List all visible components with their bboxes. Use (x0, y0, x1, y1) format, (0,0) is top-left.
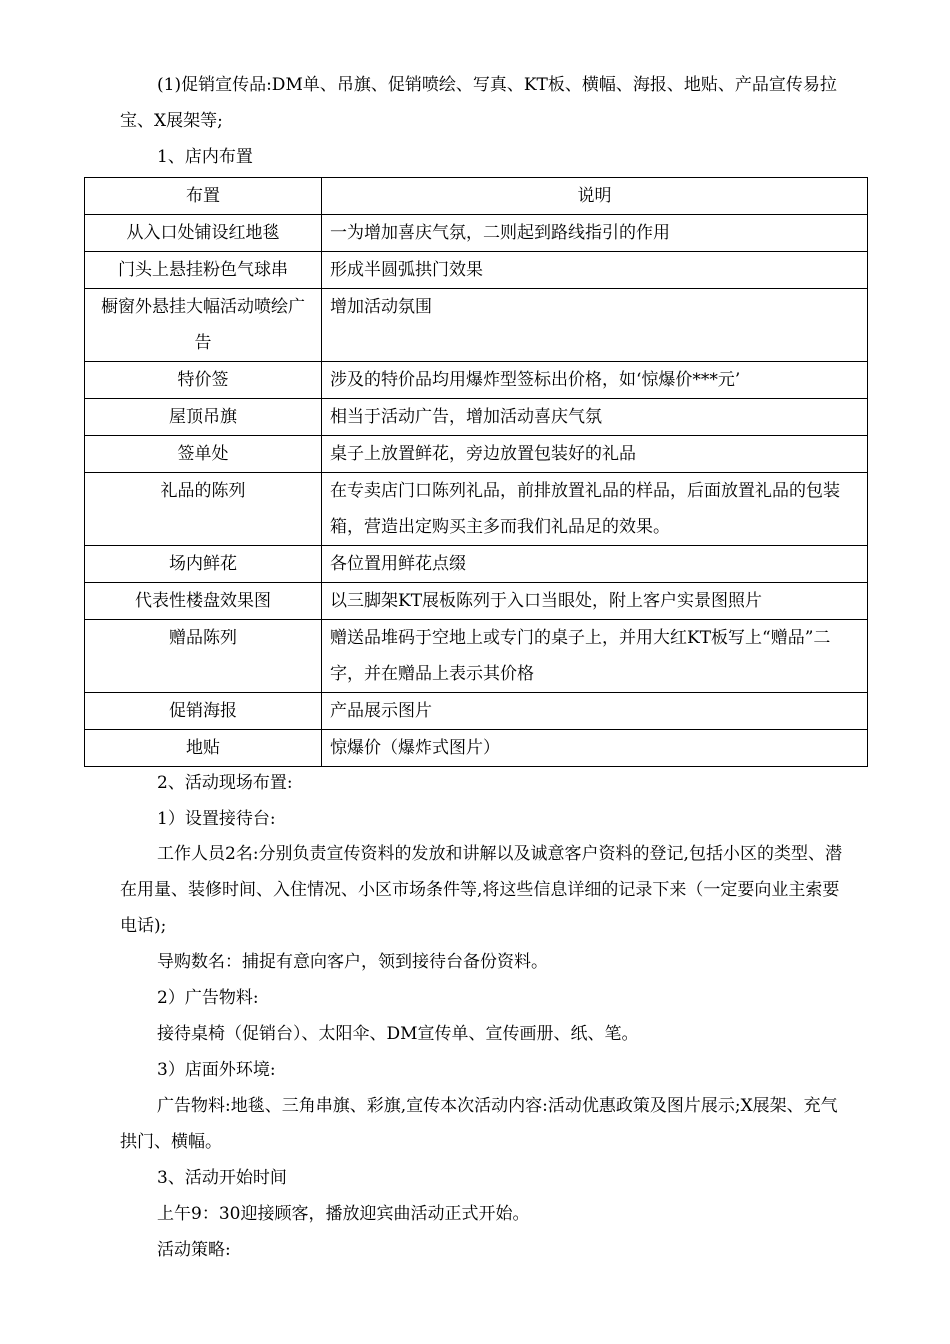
sub-1-title: 1）设置接待台: (157, 809, 276, 829)
table-cell-desc: 桌子上放置鲜花，旁边放置包装好的礼品 (322, 436, 868, 473)
table-cell-desc: 涉及的特价品均用爆炸型签标出价格，如‘惊爆价***元’ (322, 362, 868, 399)
table-row (85, 362, 868, 399)
table-cell-item: 赠品陈列 (85, 620, 322, 693)
table-cell-item: 代表性楼盘效果图 (85, 583, 322, 620)
table-cell-desc: 在专卖店门口陈列礼品，前排放置礼品的样品，后面放置礼品的包装箱，营造出定购买主多而我们礼品足的效果。 (322, 473, 868, 546)
section-3-title: 3、活动开始时间 (157, 1168, 287, 1188)
table-row (85, 289, 868, 362)
table-header-row (85, 178, 868, 215)
table-row (85, 252, 868, 289)
table-row (85, 546, 868, 583)
section-2-title: 2、活动现场布置: (157, 773, 293, 793)
table-cell-desc: 相当于活动广告，增加活动喜庆气氛 (322, 399, 868, 436)
section-3-paragraph-1: 上午9：30迎接顾客，播放迎宾曲活动正式开始。 (157, 1204, 530, 1224)
table-row (85, 436, 868, 473)
table-row (85, 693, 868, 730)
table-cell-item: 地贴 (85, 730, 322, 767)
table-cell-desc: 惊爆价（爆炸式图片） (322, 730, 868, 767)
table-header-item: 布置 (85, 178, 322, 215)
section-1-title: 1、店内布置 (157, 147, 253, 167)
layout-table (84, 177, 868, 767)
sub-2-title: 2）广告物料: (157, 988, 259, 1008)
table-cell-item: 橱窗外悬挂大幅活动喷绘广告 (85, 289, 322, 362)
table-cell-desc: 赠送品堆码于空地上或专门的桌子上，并用大红KT板写上“赠品”二字，并在赠品上表示其价格 (322, 620, 868, 693)
table-cell-item: 从入口处铺设红地毯 (85, 215, 322, 252)
sub-3-paragraph-1: 广告物料:地毯、三角串旗、彩旗,宣传本次活动内容:活动优惠政策及图片展示;X展架、充气拱门、横幅。 (120, 1096, 838, 1152)
table-cell-item: 礼品的陈列 (85, 473, 322, 546)
table-header-desc: 说明 (322, 178, 868, 215)
table-cell-desc: 以三脚架KT展板陈列于入口当眼处，附上客户实景图照片 (322, 583, 868, 620)
sub-2-paragraph-1: 接待桌椅（促销台）、太阳伞、DM宣传单、宣传画册、纸、笔。 (157, 1024, 639, 1044)
sub-3-title: 3）店面外环境: (157, 1060, 276, 1080)
table-row (85, 399, 868, 436)
table-row (85, 215, 868, 252)
table-cell-desc: 形成半圆弧拱门效果 (322, 252, 868, 289)
table-cell-desc: 一为增加喜庆气氛，二则起到路线指引的作用 (322, 215, 868, 252)
table-row (85, 730, 868, 767)
table-cell-desc: 增加活动氛围 (322, 289, 868, 362)
table-cell-item: 门头上悬挂粉色气球串 (85, 252, 322, 289)
table-row (85, 583, 868, 620)
table-cell-item: 特价签 (85, 362, 322, 399)
table-cell-item: 屋顶吊旗 (85, 399, 322, 436)
strategy-title: 活动策略: (157, 1240, 231, 1260)
table-row (85, 620, 868, 693)
intro-paragraph: (1)促销宣传品:DM单、吊旗、促销喷绘、写真、KT板、横幅、海报、地贴、产品宣传易拉宝、X展架等; (120, 75, 837, 131)
table-row (85, 473, 868, 546)
table-cell-item: 促销海报 (85, 693, 322, 730)
sub-1-paragraph-1: 工作人员2名:分别负责宣传资料的发放和讲解以及诚意客户资料的登记,包括小区的类型、潜在用量、装修时间、入住情况、小区市场条件等,将这些信息详细的记录下来（一定要向业主索要电话); (120, 844, 842, 936)
table-cell-item: 场内鲜花 (85, 546, 322, 583)
sub-1-paragraph-2: 导购数名：捕捉有意向客户，领到接待台备份资料。 (157, 952, 548, 972)
table-cell-desc: 各位置用鲜花点缀 (322, 546, 868, 583)
table-cell-item: 签单处 (85, 436, 322, 473)
table-cell-desc: 产品展示图片 (322, 693, 868, 730)
